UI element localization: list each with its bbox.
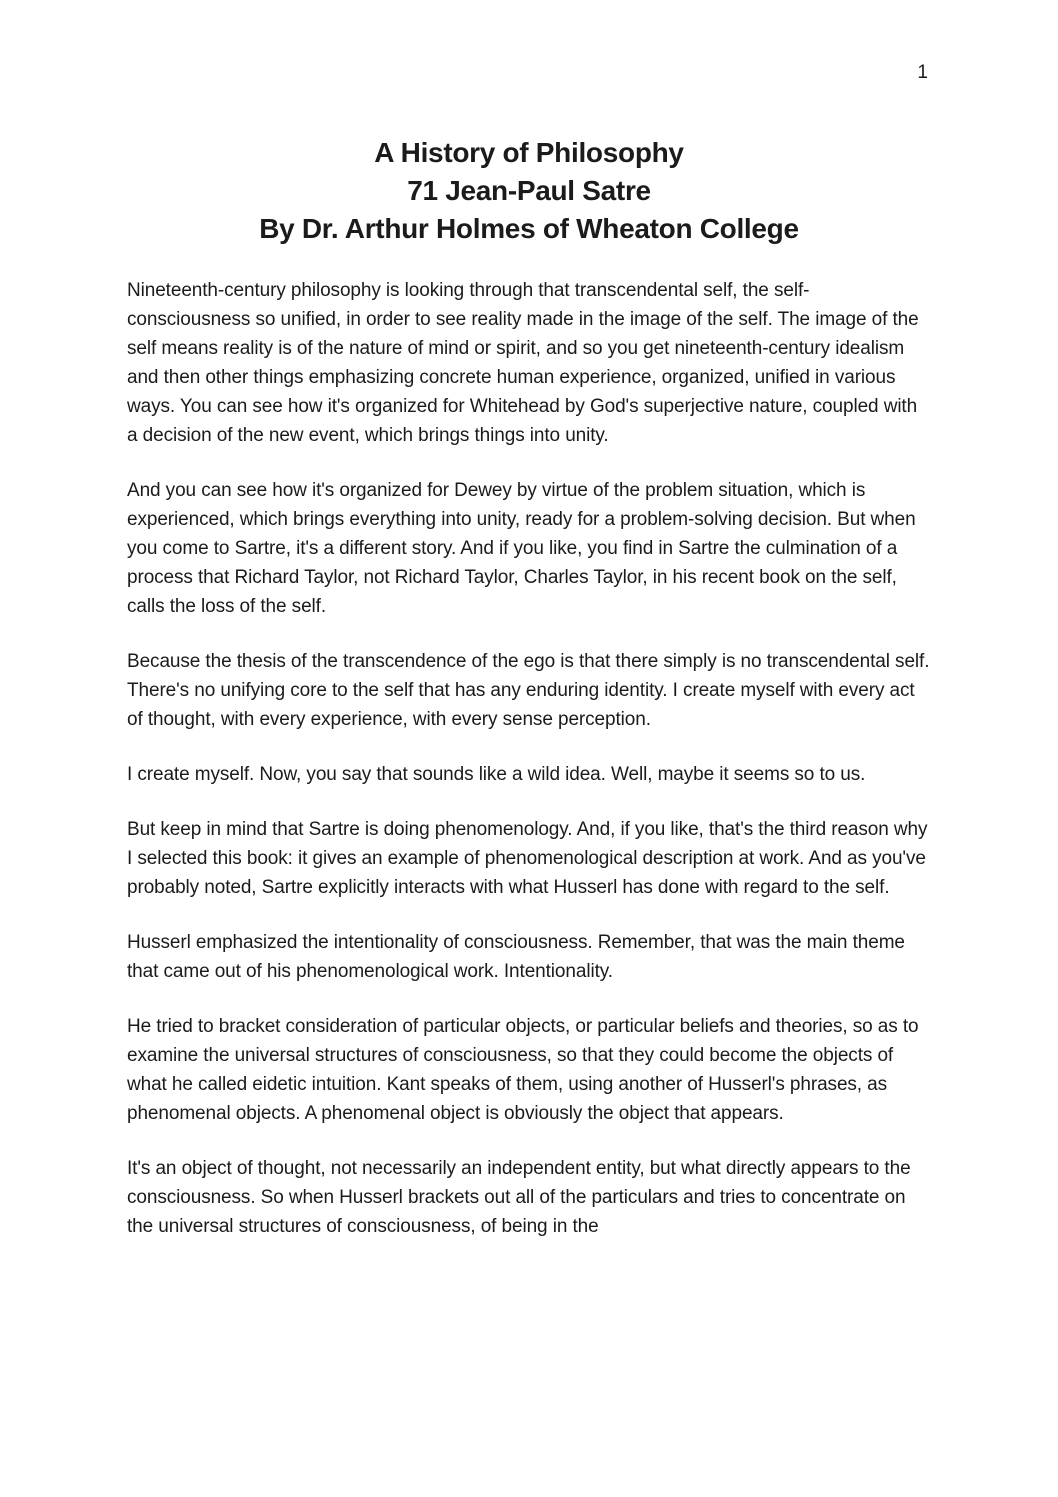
paragraph: Nineteenth-century philosophy is looking through that transcendental self, the self-consciousness so unified, in order to see reality made in the image of the self. The image of the self means reality is of the nature of mind or spirit, and so you get nineteenth-century idealism and then other things emphasizing concrete human experience, organized, unified in various ways. You can see how it's organized for Whitehead by God's superjective nature, coupled with a decision of the new event, which brings things into unity. (127, 280, 919, 446)
document-body (127, 276, 931, 1241)
paragraph: He tried to bracket consideration of particular objects, or particular beliefs and theories, so as to examine the universal structures of consciousness, so that they could become the objects of what he called eidetic intuition. Kant speaks of them, using another of Husserl's phrases, as phenomenal objects. A phenomenal object is obviously the object that appears. (127, 1016, 919, 1124)
page-number: 1 (917, 62, 928, 83)
paragraph: Husserl emphasized the intentionality of consciousness. Remember, that was the main theme that came out of his phenomenological work. Intentionality. (127, 932, 905, 982)
document-title (127, 134, 931, 248)
paragraph: And you can see how it's organized for Dewey by virtue of the problem situation, which is experienced, which brings everything into unity, ready for a problem-solving decision. But when you come to Sartre, it's a different story. And if you like, you find in Sartre the culmination of a process that Richard Taylor, not Richard Taylor, Charles Taylor, in his recent book on the self, calls the loss of the self. (127, 480, 916, 617)
paragraph: But keep in mind that Sartre is doing phenomenology. And, if you like, that's the third reason why I selected this book: it gives an example of phenomenological description at work. And as you've probably noted, Sartre explicitly interacts with what Husserl has done with regard to the self. (127, 819, 928, 898)
title-line-author: By Dr. Arthur Holmes of Wheaton College (259, 213, 799, 244)
paragraph: It's an object of thought, not necessarily an independent entity, but what directly appears to the consciousness. So when Husserl brackets out all of the particulars and tries to concentrate on the universal structures of consciousness, of being in the (127, 1158, 911, 1237)
title-line-chapter: 71 Jean-Paul Satre (407, 175, 651, 206)
paragraph: Because the thesis of the transcendence of the ego is that there simply is no transcendental self. There's no unifying core to the self that has any enduring identity. I create myself with every act of thought, with every experience, with every sense perception. (127, 651, 930, 730)
title-line-series: A History of Philosophy (374, 137, 684, 168)
paragraph: I create myself. Now, you say that sounds like a wild idea. Well, maybe it seems so to us. (127, 764, 866, 785)
